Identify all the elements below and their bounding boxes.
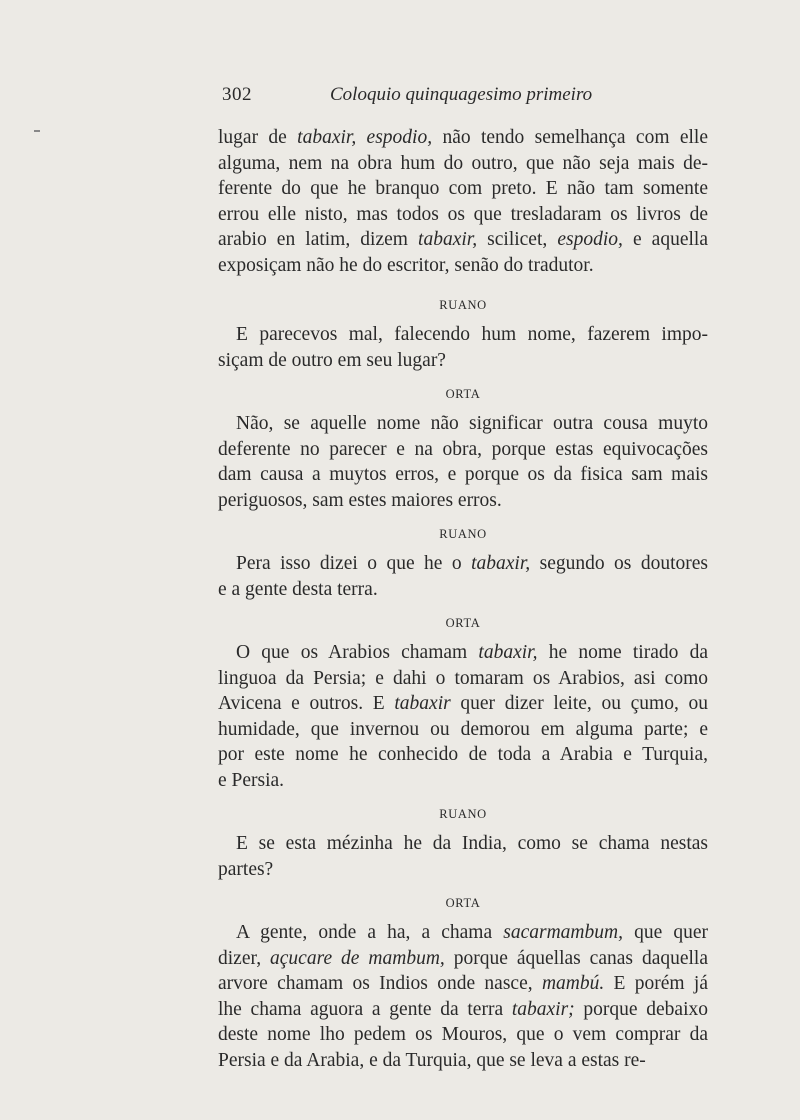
text-run: exposiçam não he do escritor, senão do tradutor. (218, 254, 594, 276)
text-line (218, 227, 708, 253)
text-run: he nome tirado da (537, 642, 708, 663)
text-line (218, 577, 708, 603)
italic-term: tabaxir, (471, 553, 531, 574)
text-line (218, 640, 708, 666)
text-run: que quer (622, 922, 708, 943)
text-run: E se esta mézinha he da India, como se chama nestas (236, 833, 708, 854)
text-line (218, 768, 708, 794)
text-run: A gente, onde a ha, a chama (236, 922, 504, 943)
text-run: porque debaixo (574, 998, 708, 1020)
text-run: Avicena e outros. E (218, 693, 395, 714)
text-run: linguoa da Persia; e dahi o tomaram os Arabios, asi como (218, 667, 708, 689)
text-run: lhe chama aguora a gente da terra (218, 998, 512, 1020)
text-run: ferente do que he branquo com preto. E não tam somente (218, 178, 708, 199)
text-run: segundo os doutores (530, 553, 708, 574)
speaker-label: ORTA (445, 896, 481, 910)
running-title: Coloquio quinquagesimo primeiro (330, 84, 593, 105)
speaker-label: RUANO (439, 298, 487, 312)
italic-term: tabaxir, (478, 642, 538, 663)
text-line (218, 176, 708, 202)
text-run: scilicet, (477, 229, 558, 250)
text-line (218, 1048, 708, 1074)
text-run: periguosos, sam estes maiores erros. (218, 489, 502, 511)
speaker-label: RUANO (439, 527, 487, 541)
italic-term: tabaxir, espodio, (297, 127, 433, 148)
italic-term: açucare de mambum, (270, 947, 445, 969)
text-run: arvore chamam os Indios onde nasce, (218, 973, 542, 994)
text-run: deferente no parecer e na obra, porque estas equivocações (218, 438, 708, 460)
text-line (218, 462, 708, 488)
text-line (218, 551, 708, 577)
paragraph (218, 920, 708, 1073)
text-line (218, 920, 708, 946)
body-text (218, 125, 708, 1073)
text-run: e Persia. (218, 769, 285, 791)
text-run: siçam de outro em seu lugar? (218, 349, 446, 371)
text-line (218, 437, 708, 463)
paragraph (218, 831, 708, 882)
text-run: dizer, (218, 947, 271, 969)
paragraph (218, 125, 708, 278)
paragraph (218, 551, 708, 602)
text-line (218, 202, 708, 228)
text-line (218, 691, 708, 717)
paragraph (218, 640, 708, 793)
text-line (218, 946, 708, 972)
text-line (218, 666, 708, 692)
text-run: errou elle nisto, mas todos os que tresladaram os livros de (218, 203, 708, 225)
text-run: deste nome lho pedem os Mouros, que o vem comprar da (218, 1024, 708, 1045)
page-header (218, 84, 708, 110)
italic-term: tabaxir; (511, 998, 575, 1020)
text-run: arabio en latim, dizem (218, 229, 419, 250)
paragraph (218, 322, 708, 373)
italic-term: tabaxir, (418, 229, 478, 250)
text-run: porque áquellas canas daquella (444, 947, 708, 969)
text-run: humidade, que invernou ou demorou em alguma parte; e (218, 718, 708, 740)
italic-term: mambú. (541, 973, 605, 994)
text-run: dam causa a muytos erros, e porque os da fisica sam mais (218, 464, 708, 485)
text-line (218, 742, 708, 768)
text-run: e a gente desta terra. (218, 578, 378, 600)
text-line (218, 831, 708, 857)
text-line (218, 348, 708, 374)
text-run: não tendo semelhança com elle (432, 127, 708, 148)
text-line (218, 151, 708, 177)
speaker-label: ORTA (445, 387, 481, 401)
text-line (218, 1022, 708, 1048)
text-line (218, 857, 708, 883)
text-run: quer dizer leite, ou çumo, ou (450, 693, 708, 714)
text-run: partes? (218, 858, 274, 880)
italic-term: sacarmambum, (503, 922, 623, 943)
speaker-label: RUANO (439, 807, 487, 821)
text-line (218, 717, 708, 743)
text-run: O que os Arabios chamam (236, 642, 479, 663)
text-run: E parecevos mal, falecendo hum nome, fazerem impo- (236, 324, 708, 345)
page-number: 302 (222, 84, 252, 105)
text-run: Não, se aquelle nome não significar outra cousa muyto (236, 413, 708, 434)
margin-mark (34, 130, 40, 132)
text-run: alguma, nem na obra hum do outro, que não seja mais de- (218, 152, 708, 174)
text-run: por este nome he conhecido de toda a Arabia e Turquia, (218, 744, 708, 765)
text-line (218, 322, 708, 348)
text-line (218, 971, 708, 997)
text-line (218, 997, 708, 1023)
text-run: Pera isso dizei o que he o (236, 553, 472, 574)
text-line (218, 125, 708, 151)
italic-term: tabaxir (394, 693, 451, 714)
text-run: E porém já (604, 973, 708, 994)
text-run: Persia e da Arabia, e da Turquia, que se leva a estas re- (218, 1049, 646, 1071)
text-line (218, 253, 708, 279)
speaker-label: ORTA (445, 616, 481, 630)
text-run: lugar de (218, 127, 298, 148)
italic-term: espodio, (557, 229, 623, 250)
paragraph (218, 411, 708, 513)
text-line (218, 411, 708, 437)
text-run: e aquella (622, 229, 708, 250)
text-line (218, 488, 708, 514)
